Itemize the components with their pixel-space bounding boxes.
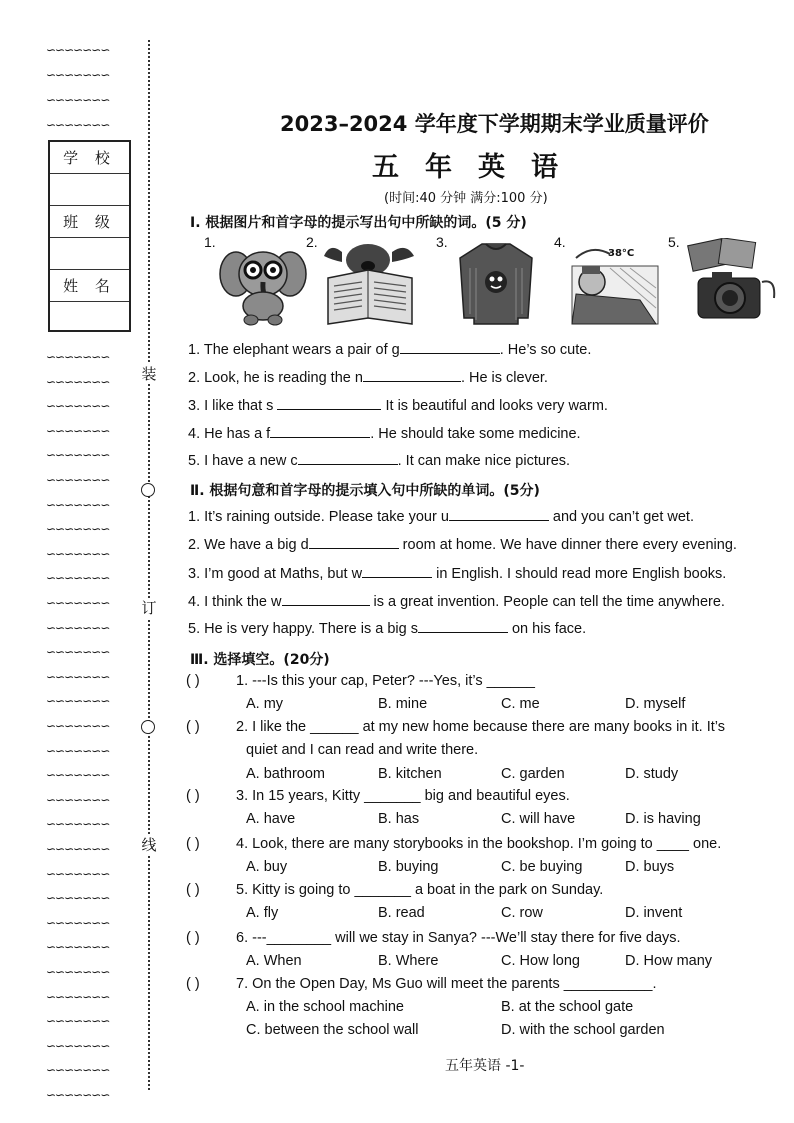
question-text: room at home. We have dinner there every evening. bbox=[398, 537, 737, 553]
question-text: 4. Look, there are many storybooks in the bookshop. I’m going to ____ one. bbox=[236, 836, 722, 852]
class-label: 班 级 bbox=[50, 206, 129, 238]
answer-option[interactable]: C. garden bbox=[501, 766, 565, 782]
pic-number: 3. bbox=[436, 234, 448, 250]
answer-option[interactable]: A. my bbox=[246, 696, 284, 712]
question-text: 2. I like the ______ at my new home because there are many books in it. It’s bbox=[236, 719, 725, 735]
question-text: 6. ---________ will we stay in Sanya? ---We’ll stay there for five days. bbox=[236, 930, 681, 946]
wave-border: ∽∽∽∽∽∽∽ bbox=[46, 744, 110, 758]
question-text: 4. He has a f bbox=[188, 426, 271, 442]
wave-border: ∽∽∽∽∽∽∽ bbox=[46, 596, 110, 610]
picture-row bbox=[200, 232, 790, 332]
wave-border: ∽∽∽∽∽∽∽ bbox=[46, 694, 110, 708]
answer-option[interactable]: B. at the school gate bbox=[501, 999, 634, 1015]
section-1-title: Ⅰ. 根据图片和首字母的提示写出句中所缺的词。(5 分) bbox=[190, 215, 527, 231]
question-text: 2. Look, he is reading the n bbox=[188, 370, 363, 386]
exam-title: 2023–2024 学年度下学期期末学业质量评价 bbox=[280, 112, 709, 136]
wave-border: ∽∽∽∽∽∽∽ bbox=[46, 719, 110, 733]
question-line bbox=[188, 509, 694, 525]
binding-dotted-line bbox=[148, 40, 150, 1090]
student-info-box bbox=[48, 140, 131, 332]
wave-border: ∽∽∽∽∽∽∽ bbox=[46, 473, 110, 487]
answer-option[interactable]: C. between the school wall bbox=[246, 1022, 419, 1038]
answer-option[interactable]: B. Where bbox=[378, 953, 439, 969]
wave-border: ∽∽∽∽∽∽∽ bbox=[46, 768, 110, 782]
sick-person-fever-icon bbox=[570, 238, 662, 326]
answer-option[interactable]: D. study bbox=[625, 766, 679, 782]
wave-border: ∽∽∽∽∽∽∽ bbox=[46, 891, 110, 905]
wave-border: ∽∽∽∽∽∽∽ bbox=[46, 990, 110, 1004]
name-field[interactable] bbox=[50, 302, 129, 334]
answer-blank[interactable] bbox=[400, 342, 500, 354]
question-text: . He is clever. bbox=[460, 370, 548, 386]
binding-hole bbox=[141, 720, 155, 734]
binding-hole bbox=[141, 483, 155, 497]
question-text: 5. Kitty is going to _______ a boat in the park on Sunday. bbox=[236, 882, 604, 898]
wave-border: ∽∽∽∽∽∽∽ bbox=[46, 645, 110, 659]
answer-blank[interactable] bbox=[298, 453, 398, 465]
answer-blank[interactable] bbox=[418, 621, 508, 633]
wave-border: ∽∽∽∽∽∽∽ bbox=[46, 621, 110, 635]
answer-parentheses[interactable]: ( ) bbox=[186, 882, 200, 898]
wave-border: ∽∽∽∽∽∽∽ bbox=[46, 965, 110, 979]
school-label: 学 校 bbox=[50, 142, 129, 174]
question-text: 3. I’m good at Maths, but w bbox=[188, 566, 363, 582]
question-text: 5. I have a new c bbox=[188, 453, 298, 469]
wave-border: ∽∽∽∽∽∽∽ bbox=[46, 375, 110, 389]
question-text: 3. In 15 years, Kitty _______ big and beautiful eyes. bbox=[236, 788, 570, 804]
wave-border: ∽∽∽∽∽∽∽ bbox=[46, 670, 110, 684]
binding-margin bbox=[0, 0, 160, 1123]
elephant-glasses-icon bbox=[218, 238, 308, 326]
question-text: 1. ---Is this your cap, Peter? ---Yes, it’s ______ bbox=[236, 673, 535, 689]
wave-border: ∽∽∽∽∽∽∽ bbox=[46, 547, 110, 561]
question-text: 1. The elephant wears a pair of g bbox=[188, 342, 400, 358]
wave-border: ∽∽∽∽∽∽∽ bbox=[46, 1088, 110, 1102]
wave-border: ∽∽∽∽∽∽∽ bbox=[46, 350, 110, 364]
question-text: in English. I should read more English books. bbox=[432, 566, 727, 582]
answer-option[interactable]: A. in the school machine bbox=[246, 999, 404, 1015]
answer-option[interactable]: B. read bbox=[378, 905, 425, 921]
answer-blank[interactable] bbox=[309, 537, 399, 549]
exam-subject: 五年英语 bbox=[372, 152, 584, 183]
answer-option[interactable]: A. have bbox=[246, 811, 296, 827]
pic-number: 5. bbox=[668, 234, 680, 250]
answer-option[interactable]: D. buys bbox=[625, 859, 675, 875]
name-label: 姓 名 bbox=[50, 270, 129, 302]
question-text: 4. I think the w bbox=[188, 594, 282, 610]
question-text: 3. I like that s bbox=[188, 398, 278, 414]
answer-parentheses[interactable]: ( ) bbox=[186, 788, 200, 804]
question-text: . It can make nice pictures. bbox=[397, 453, 571, 469]
answer-option[interactable]: A. buy bbox=[246, 859, 288, 875]
answer-blank[interactable] bbox=[282, 594, 370, 606]
answer-parentheses[interactable]: ( ) bbox=[186, 719, 200, 735]
answer-option[interactable]: B. buying bbox=[378, 859, 439, 875]
answer-option[interactable]: A. bathroom bbox=[246, 766, 325, 782]
wave-border: ∽∽∽∽∽∽∽ bbox=[46, 93, 110, 107]
fever-label: 38°C bbox=[608, 248, 635, 259]
answer-option[interactable]: C. will have bbox=[501, 811, 576, 827]
answer-parentheses[interactable]: ( ) bbox=[186, 836, 200, 852]
answer-option[interactable]: C. me bbox=[501, 696, 540, 712]
wave-border: ∽∽∽∽∽∽∽ bbox=[46, 916, 110, 930]
question-text: is a great invention. People can tell the time anywhere. bbox=[369, 594, 725, 610]
wave-border: ∽∽∽∽∽∽∽ bbox=[46, 571, 110, 585]
wave-border: ∽∽∽∽∽∽∽ bbox=[46, 842, 110, 856]
wave-border: ∽∽∽∽∽∽∽ bbox=[46, 498, 110, 512]
camera-photos-icon bbox=[680, 238, 780, 326]
question-text: It is beautiful and looks very warm. bbox=[381, 398, 608, 414]
question-text: 5. He is very happy. There is a big s bbox=[188, 621, 418, 637]
answer-parentheses[interactable]: ( ) bbox=[186, 673, 200, 689]
answer-option[interactable]: A. fly bbox=[246, 905, 279, 921]
answer-blank[interactable] bbox=[449, 509, 549, 521]
answer-option[interactable]: C. row bbox=[501, 905, 543, 921]
question-line bbox=[188, 426, 581, 442]
question-line bbox=[188, 594, 725, 610]
binding-char-ding: 订 bbox=[139, 598, 159, 618]
wave-border: ∽∽∽∽∽∽∽ bbox=[46, 399, 110, 413]
wave-border: ∽∽∽∽∽∽∽ bbox=[46, 1014, 110, 1028]
wave-border: ∽∽∽∽∽∽∽ bbox=[46, 1039, 110, 1053]
question-line bbox=[188, 398, 608, 414]
sweater-icon bbox=[456, 238, 536, 326]
section-2-title: Ⅱ. 根据句意和首字母的提示填入句中所缺的单词。(5分) bbox=[190, 483, 540, 499]
answer-option[interactable]: A. When bbox=[246, 953, 302, 969]
answer-blank[interactable] bbox=[277, 398, 381, 410]
pic-number: 2. bbox=[306, 234, 318, 250]
answer-option[interactable]: C. How long bbox=[501, 953, 580, 969]
answer-option[interactable]: B. has bbox=[378, 811, 420, 827]
answer-blank[interactable] bbox=[362, 566, 432, 578]
answer-blank[interactable] bbox=[363, 370, 461, 382]
wave-border: ∽∽∽∽∽∽∽ bbox=[46, 1063, 110, 1077]
answer-option[interactable]: D. invent bbox=[625, 905, 683, 921]
question-text: . He’s so cute. bbox=[499, 342, 592, 358]
wave-border: ∽∽∽∽∽∽∽ bbox=[46, 793, 110, 807]
wave-border: ∽∽∽∽∽∽∽ bbox=[46, 424, 110, 438]
pic-number: 4. bbox=[554, 234, 566, 250]
question-text: on his face. bbox=[507, 621, 587, 637]
question-text: 7. On the Open Day, Ms Guo will meet the parents ___________. bbox=[236, 976, 657, 992]
answer-option[interactable]: D. is having bbox=[625, 811, 701, 827]
page-footer: 五年英语 -1- bbox=[445, 1058, 525, 1074]
wave-border: ∽∽∽∽∽∽∽ bbox=[46, 68, 110, 82]
question-text-continued: quiet and I can read and write there. bbox=[246, 742, 479, 758]
wave-border: ∽∽∽∽∽∽∽ bbox=[46, 118, 110, 132]
question-text: 1. It’s raining outside. Please take your u bbox=[188, 509, 449, 525]
question-text: . He should take some medicine. bbox=[370, 426, 581, 442]
answer-option[interactable]: D. with the school garden bbox=[501, 1022, 665, 1038]
answer-blank[interactable] bbox=[270, 426, 370, 438]
binding-char-xian: 线 bbox=[139, 835, 159, 855]
answer-parentheses[interactable]: ( ) bbox=[186, 976, 200, 992]
question-line bbox=[188, 342, 591, 358]
question-line bbox=[188, 370, 548, 386]
wave-border: ∽∽∽∽∽∽∽ bbox=[46, 817, 110, 831]
answer-option[interactable]: C. be buying bbox=[501, 859, 583, 875]
exam-time-score: (时间:40 分钟 满分:100 分) bbox=[384, 191, 548, 206]
class-field[interactable] bbox=[50, 238, 129, 270]
wave-border: ∽∽∽∽∽∽∽ bbox=[46, 940, 110, 954]
answer-option[interactable]: B. mine bbox=[378, 696, 428, 712]
binding-char-zhuang: 装 bbox=[139, 364, 159, 384]
question-text: 2. We have a big d bbox=[188, 537, 309, 553]
question-line bbox=[188, 621, 586, 637]
school-field[interactable] bbox=[50, 174, 129, 206]
wave-border: ∽∽∽∽∽∽∽ bbox=[46, 448, 110, 462]
wave-border: ∽∽∽∽∽∽∽ bbox=[46, 522, 110, 536]
wave-border: ∽∽∽∽∽∽∽ bbox=[46, 43, 110, 57]
question-line bbox=[188, 537, 737, 553]
answer-option[interactable]: D. myself bbox=[625, 696, 686, 712]
dog-newspaper-icon bbox=[320, 238, 420, 326]
question-line bbox=[188, 453, 570, 469]
pic-number: 1. bbox=[204, 234, 216, 250]
answer-option[interactable]: B. kitchen bbox=[378, 766, 442, 782]
question-line bbox=[188, 566, 726, 582]
question-text: and you can’t get wet. bbox=[548, 509, 694, 525]
answer-parentheses[interactable]: ( ) bbox=[186, 930, 200, 946]
answer-option[interactable]: D. How many bbox=[625, 953, 713, 969]
section-3-title: Ⅲ. 选择填空。(20分) bbox=[190, 652, 330, 668]
wave-border: ∽∽∽∽∽∽∽ bbox=[46, 867, 110, 881]
